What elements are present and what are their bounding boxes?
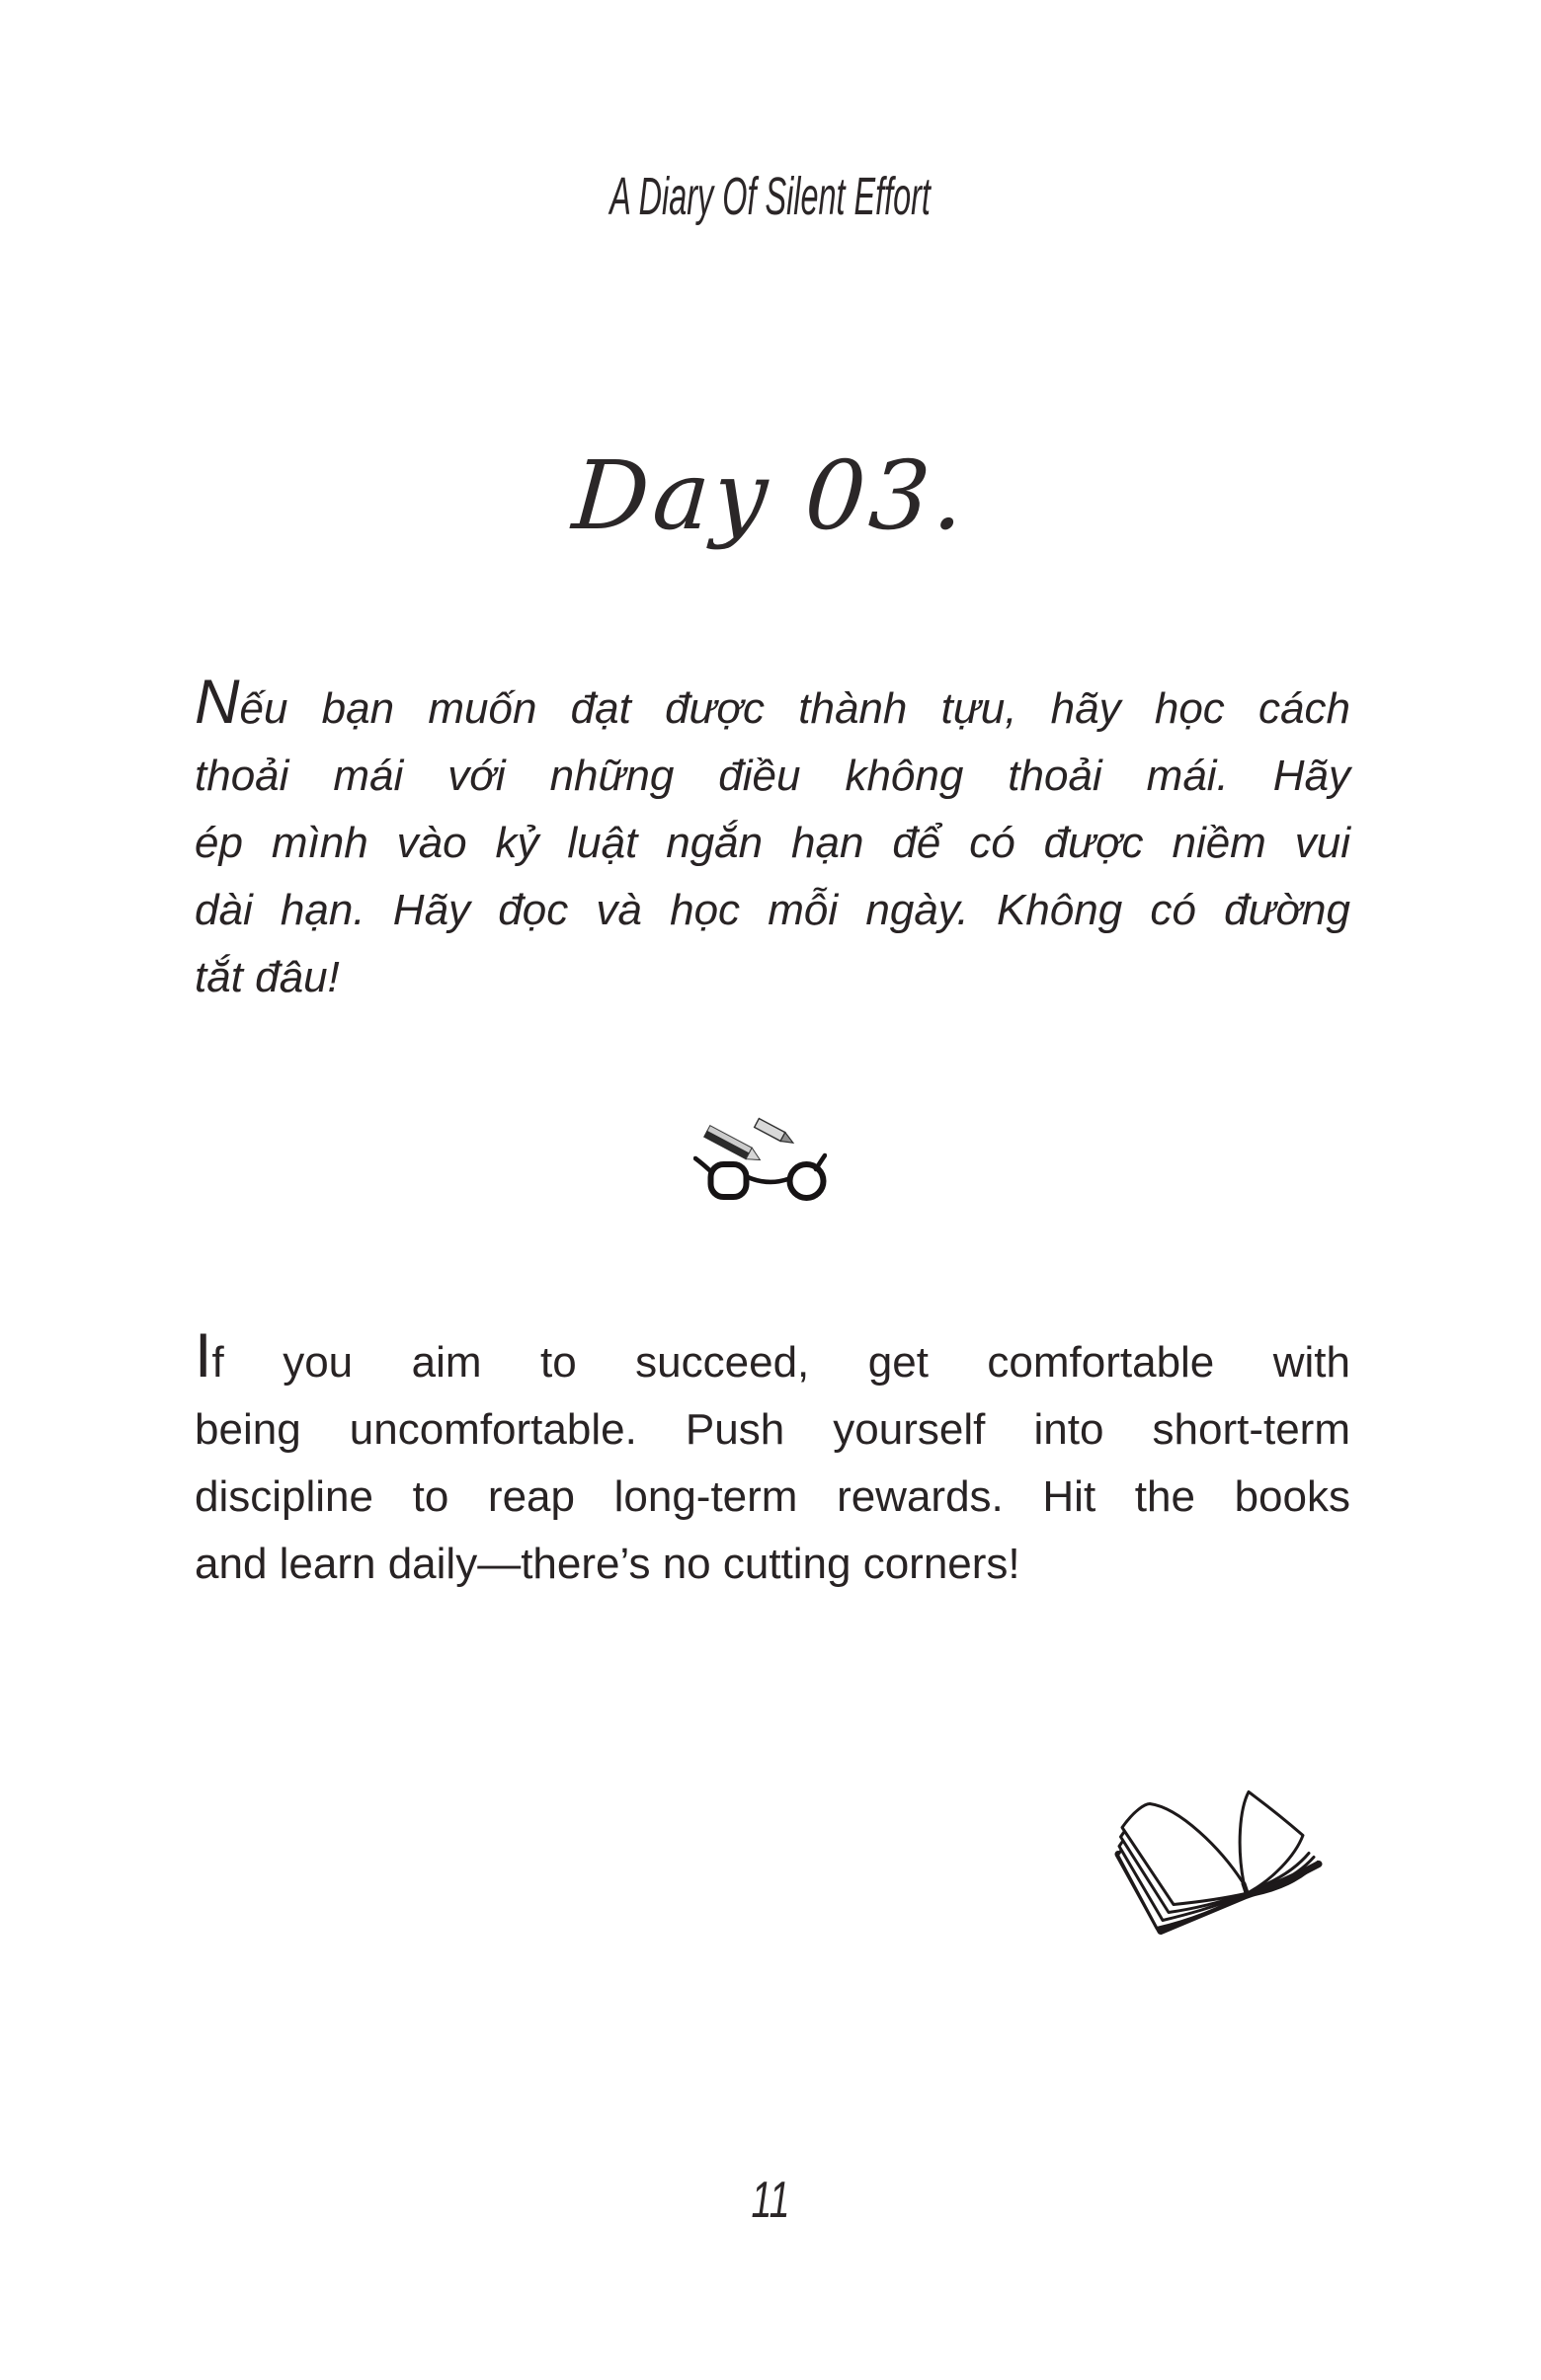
- open-book-icon: [1114, 1784, 1327, 1940]
- book-title: A Diary Of Silent Effort: [609, 167, 932, 226]
- vietnamese-paragraph: [195, 668, 1350, 1011]
- drop-cap: I: [195, 1321, 212, 1390]
- glasses-and-pencils-icon: [693, 1114, 827, 1208]
- english-paragraph: [195, 1321, 1350, 1598]
- drop-cap: N: [195, 668, 240, 737]
- line-text: f you aim to succeed, get comfortable with: [211, 1338, 1350, 1387]
- paragraph-line: and learn daily—there’s no cutting corners!: [195, 1540, 1020, 1588]
- paragraph-line: being uncomfortable. Push yourself into short-term: [195, 1405, 1350, 1454]
- day-title: Day 03.: [569, 440, 972, 551]
- paragraph-line: dài hạn. Hãy đọc và học mỗi ngày. Không có đường: [195, 886, 1350, 934]
- running-header: [0, 168, 1541, 225]
- paragraph-line: thoải mái với những điều không thoải mái. Hãy: [195, 752, 1350, 800]
- page-number: 11: [751, 2172, 790, 2229]
- paragraph-line: ép mình vào kỷ luật ngắn hạn để có được niềm vui: [195, 819, 1350, 867]
- line-text: ếu bạn muốn đạt được thành tựu, hãy học cách: [239, 684, 1350, 733]
- paragraph-line: [195, 668, 1350, 743]
- glasses-and-pencils-icon: [693, 1114, 827, 1208]
- paragraph-line: discipline to reap long-term rewards. Hit the books: [195, 1472, 1350, 1521]
- paragraph-line: tắt đâu!: [195, 953, 340, 1001]
- open-book-icon: [1114, 1784, 1327, 1940]
- page-footer: [0, 2173, 1541, 2228]
- paragraph-line: [195, 1321, 1350, 1396]
